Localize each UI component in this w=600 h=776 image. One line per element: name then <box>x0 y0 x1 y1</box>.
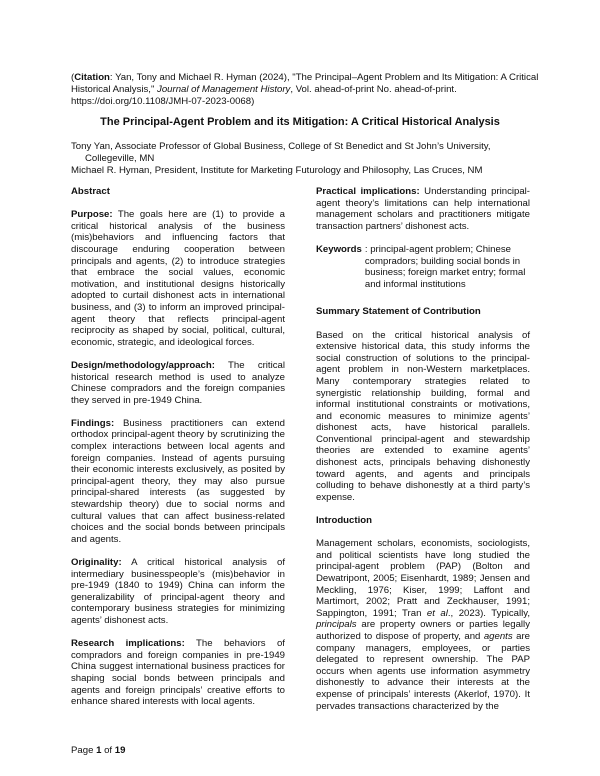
research-implications-text: The behaviors of compradors and foreign companies in pre-1949 China suggest international business practices for shaping social bonds between principals and agents and foreign principals’ creative efforts to enhance shared interests with local agents. <box>71 638 285 708</box>
keywords-label: Keywords <box>316 243 362 255</box>
practical-implications-text: Understanding principal-agent theory’s limitations can help international management scholars and practitioners mitigate transaction partners’ dishonest acts. <box>316 186 530 232</box>
intro-principals: principals <box>316 619 357 631</box>
citation-details: , Vol. ahead-of-print No. ahead-of-print. https://doi.org/10.1108/JMH-07-2023-0068) <box>71 83 457 107</box>
citation: (Citation: Yan, Tony and Michael R. Hyman (2024), "The Principal–Agent Problem and Its Mitigation: A Critical Historical Analysis," Journal of Management History, Vol. ahead-of-print No. ahead-of-print. https://doi.org/10.1108/JMH-07-2023-0068) <box>71 72 539 107</box>
author-2: Michael R. Hyman, President, Institute for Marketing Futurology and Philosophy, Las Cruces, NM <box>71 165 483 176</box>
design-paragraph <box>71 360 285 406</box>
total-pages: 19 <box>114 745 126 756</box>
journal-name: Journal of Management History <box>157 83 291 95</box>
citation-label: Citation <box>74 72 110 83</box>
design-label: Design/methodology/approach: <box>71 359 215 371</box>
current-page-number: 1 <box>96 745 102 756</box>
intro-text-1: Management scholars, economists, sociologists, and political scientists have long studied the principal-agent problem (PAP) (Bolton and Dewatripont, 2005; Eisenhardt, 1989; Jensen and Meckling, 1976; Kiser, 1999; Laffont and Martimort, 2002; Pratt and Zeckhauser, 1991; Sappington, 1991; Tran <box>316 538 530 619</box>
keywords <box>316 244 530 290</box>
author-1: Tony Yan, Associate Professor of Global Business, College of St Benedict and St John’s University, Collegeville, MN <box>71 141 491 164</box>
intro-text-4: are company managers, employees, or parties delegated to represent ownership. The PAP occurs when agents use information asymmetry dishonestly to advance their interests at the expense of principals’ interests (Akerlof, 1970). It pervades transactions characterized by the <box>316 630 530 712</box>
purpose-text: The goals here are (1) to provide a critical historical analysis of the business (mis)behaviors and influencing factors that discourage enduring cooperation between principals and agents, (2) to introduce strategies that embrace the social values, economic motivation, and institutional designs historically adopted to curtail dishonest acts in international business, and (3) to inform an improved principal-agent theory that reflects principal-agent reciprocity as shaped by social, political, cultural, economic, strategic, and ideological forces. <box>71 209 285 348</box>
left-column <box>71 186 285 719</box>
findings-label: Findings: <box>71 417 115 429</box>
research-implications-label: Research implications: <box>71 638 185 650</box>
originality-text: A critical historical analysis of intermediary businesspeople’s (mis)behavior in pre-1949 (1840 to 1949) China can inform the generalizability of principal-agent theory and contemporary business strategies for minimizing agents’ dishonest acts. <box>71 557 285 626</box>
page-footer <box>71 745 125 757</box>
practical-implications-label: Practical implications: <box>316 186 420 197</box>
originality-label: Originality: <box>71 557 122 568</box>
summary-heading: Summary Statement of Contribution <box>316 306 481 318</box>
abstract-heading: Abstract <box>71 186 110 197</box>
intro-text-3: are property owners or parties legally authorized to dispose of property, and <box>316 619 530 642</box>
design-text: The critical historical research method is used to analyze Chinese compradors and the foreign companies they served in pre-1949 China. <box>71 359 285 406</box>
summary-text: Based on the critical historical analysis of extensive historical data, this study informs the social construction of solutions to the principal-agent problem in non-Western marketplaces. Many contemporary strategies related to synergistic relationship building, formal and informal institutional constraints or motivations, and economic measures to minimize agents’ dishonest acts, have historical parallels. Conventional principal-agent and stewardship theories are extended to examine agents’ dishonest acts, principals behaving dishonestly toward agents, and agents and principals colluding to behave dishonestly at a third party’s expense. <box>316 329 530 503</box>
findings-paragraph <box>71 418 285 546</box>
intro-agents: agents <box>483 630 513 642</box>
paper-title: The Principal-Agent Problem and its Mitigation: A Critical Historical Analysis <box>100 116 500 128</box>
author-list <box>71 141 541 177</box>
research-implications-paragraph <box>71 638 285 708</box>
intro-et-al: et al <box>426 607 448 619</box>
keywords-text: : principal-agent problem; Chinese compradors; building social bonds in business; foreign market entry; formal and informal institutions <box>364 243 526 290</box>
practical-implications-paragraph <box>316 186 530 232</box>
footer-of: of <box>101 745 115 756</box>
introduction-heading: Introduction <box>316 515 372 527</box>
introduction-paragraph <box>316 538 530 712</box>
purpose-label: Purpose: <box>71 209 113 221</box>
citation-text: : Yan, Tony and Michael R. Hyman (2024), "The Principal–Agent Problem and Its Mitigation: A Critical Historical Analysis," <box>71 72 539 95</box>
right-column <box>316 186 530 724</box>
footer-prefix: Page <box>71 745 97 756</box>
originality-paragraph <box>71 557 285 627</box>
intro-text-2: ., 2023). Typically, <box>447 607 530 619</box>
findings-text: Business practitioners can extend orthodox principal-agent theory by scrutinizing the complex interactions between local agents and foreign companies. Instead of agents pursuing their economic interests exclusively, as posited by principal-agent theory, they may also pursue principal-shared interests (as suggested by stewardship theory) due to social norms and cultural values that can affect business-related choices and the social bonds between principals and agents. <box>71 417 285 545</box>
purpose-paragraph <box>71 209 285 348</box>
